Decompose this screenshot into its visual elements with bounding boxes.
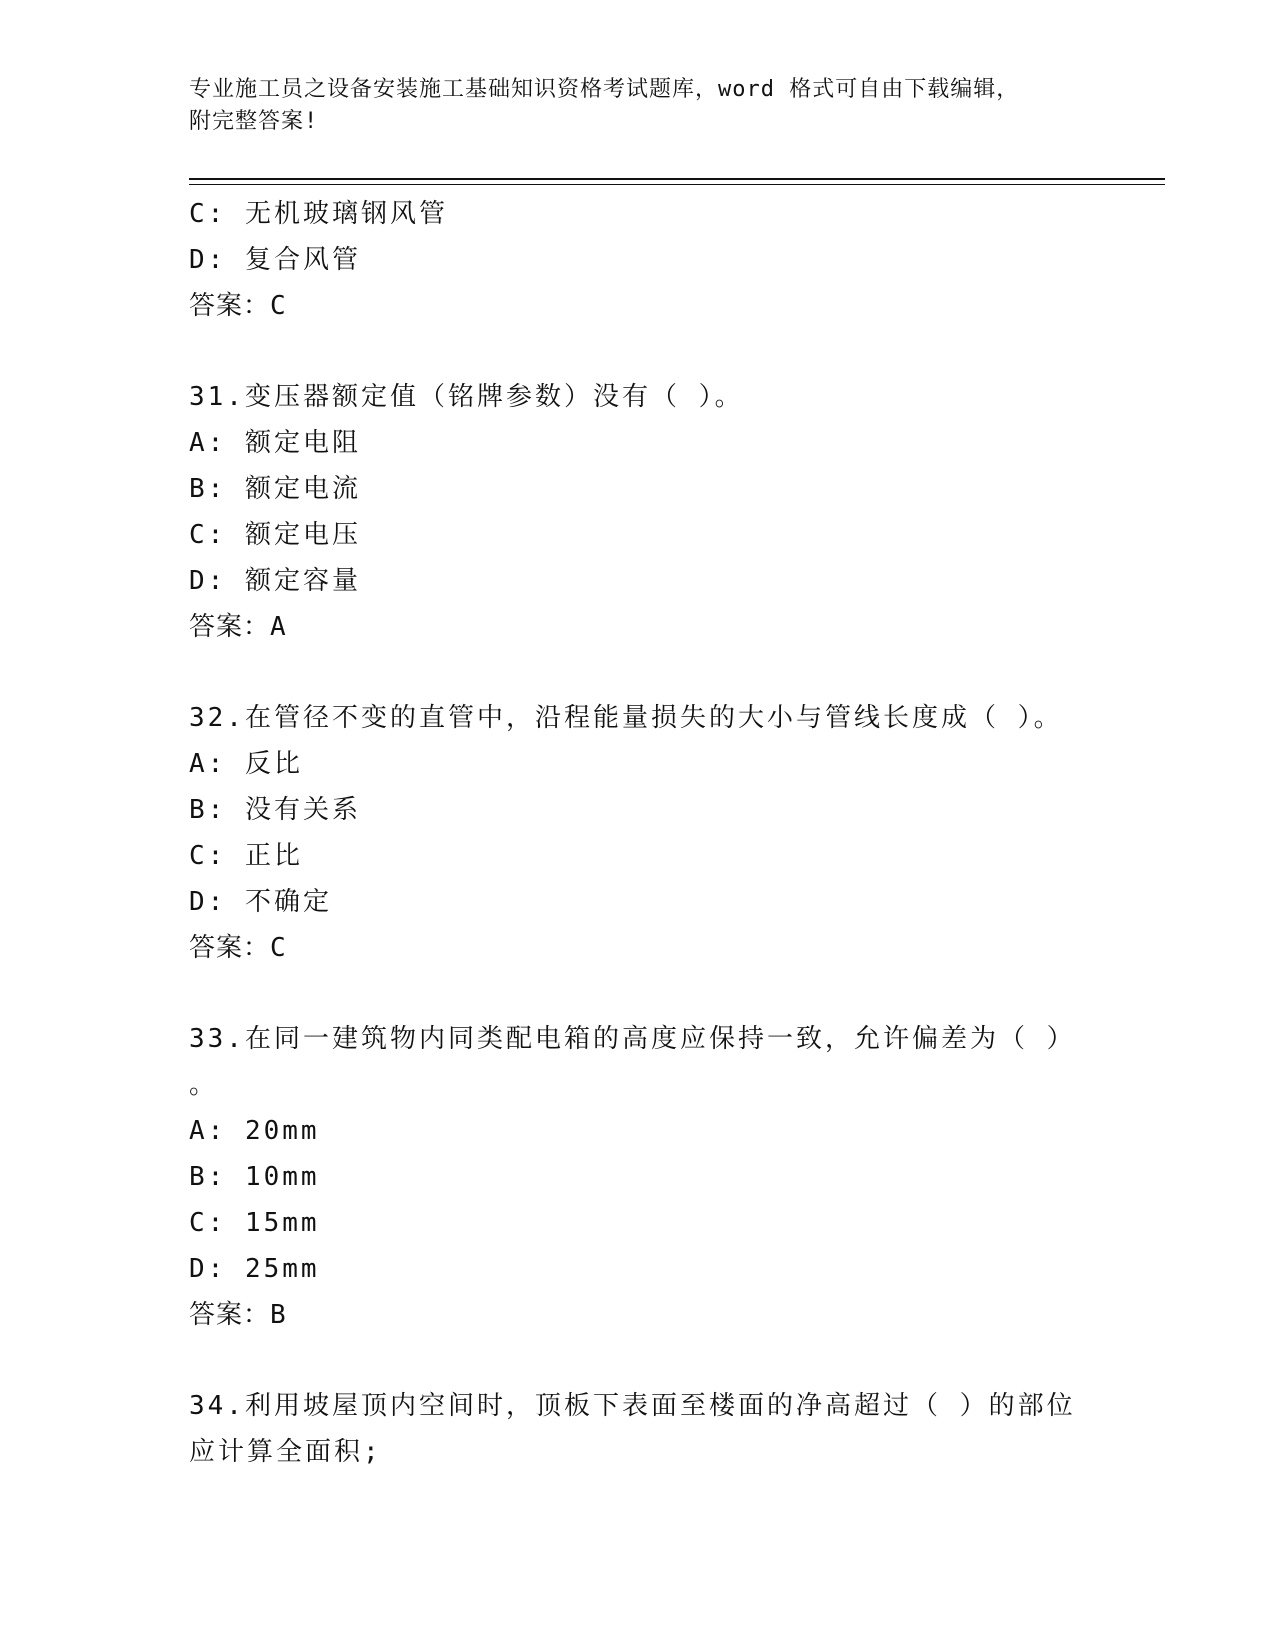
header-divider-thick xyxy=(189,178,1165,180)
option-c: C: 无机玻璃钢风管 xyxy=(189,199,448,229)
answer: 答案：A xyxy=(189,612,287,642)
answer: 答案：C xyxy=(189,291,287,321)
header-divider-thin xyxy=(189,184,1165,185)
answer: 答案：B xyxy=(189,1300,287,1330)
question-stem: 34.利用坡屋顶内空间时，顶板下表面至楼面的净高超过（ ）的部位 xyxy=(189,1391,1076,1421)
option-c: C: 正比 xyxy=(189,841,303,871)
spacer xyxy=(189,329,1089,374)
question-stem: 33.在同一建筑物内同类配电箱的高度应保持一致，允许偏差为（ ） xyxy=(189,1024,1076,1054)
document-header xyxy=(189,74,1069,138)
option-b: B: 额定电流 xyxy=(189,474,361,504)
option-d: D: 不确定 xyxy=(189,887,332,917)
header-line-2: 附完整答案! xyxy=(189,109,319,134)
question-31 xyxy=(189,374,1089,650)
question-body xyxy=(189,191,1089,1475)
spacer xyxy=(189,650,1089,695)
question-34 xyxy=(189,1383,1089,1475)
answer: 答案：C xyxy=(189,933,287,963)
spacer xyxy=(189,971,1089,1016)
question-stem: 32.在管径不变的直管中，沿程能量损失的大小与管线长度成（ ）。 xyxy=(189,703,1063,733)
question-33 xyxy=(189,1016,1089,1338)
option-d: D: 额定容量 xyxy=(189,566,361,596)
previous-question-tail xyxy=(189,191,1089,329)
question-stem: 31.变压器额定值（铭牌参数）没有（ ）。 xyxy=(189,382,744,412)
spacer xyxy=(189,1338,1089,1383)
option-a: A: 20mm xyxy=(189,1116,320,1146)
option-a: A: 额定电阻 xyxy=(189,428,361,458)
option-a: A: 反比 xyxy=(189,749,303,779)
option-d: D: 25mm xyxy=(189,1254,320,1284)
header-line-1: 专业施工员之设备安装施工基础知识资格考试题库，word 格式可自由下载编辑， xyxy=(189,77,1020,102)
option-b: B: 10mm xyxy=(189,1162,320,1192)
option-c: C: 额定电压 xyxy=(189,520,361,550)
question-stem-continued: 。 xyxy=(189,1070,219,1100)
option-b: B: 没有关系 xyxy=(189,795,361,825)
question-32 xyxy=(189,695,1089,971)
option-d: D: 复合风管 xyxy=(189,245,361,275)
question-stem-continued: 应计算全面积; xyxy=(189,1437,382,1467)
option-c: C: 15mm xyxy=(189,1208,320,1238)
